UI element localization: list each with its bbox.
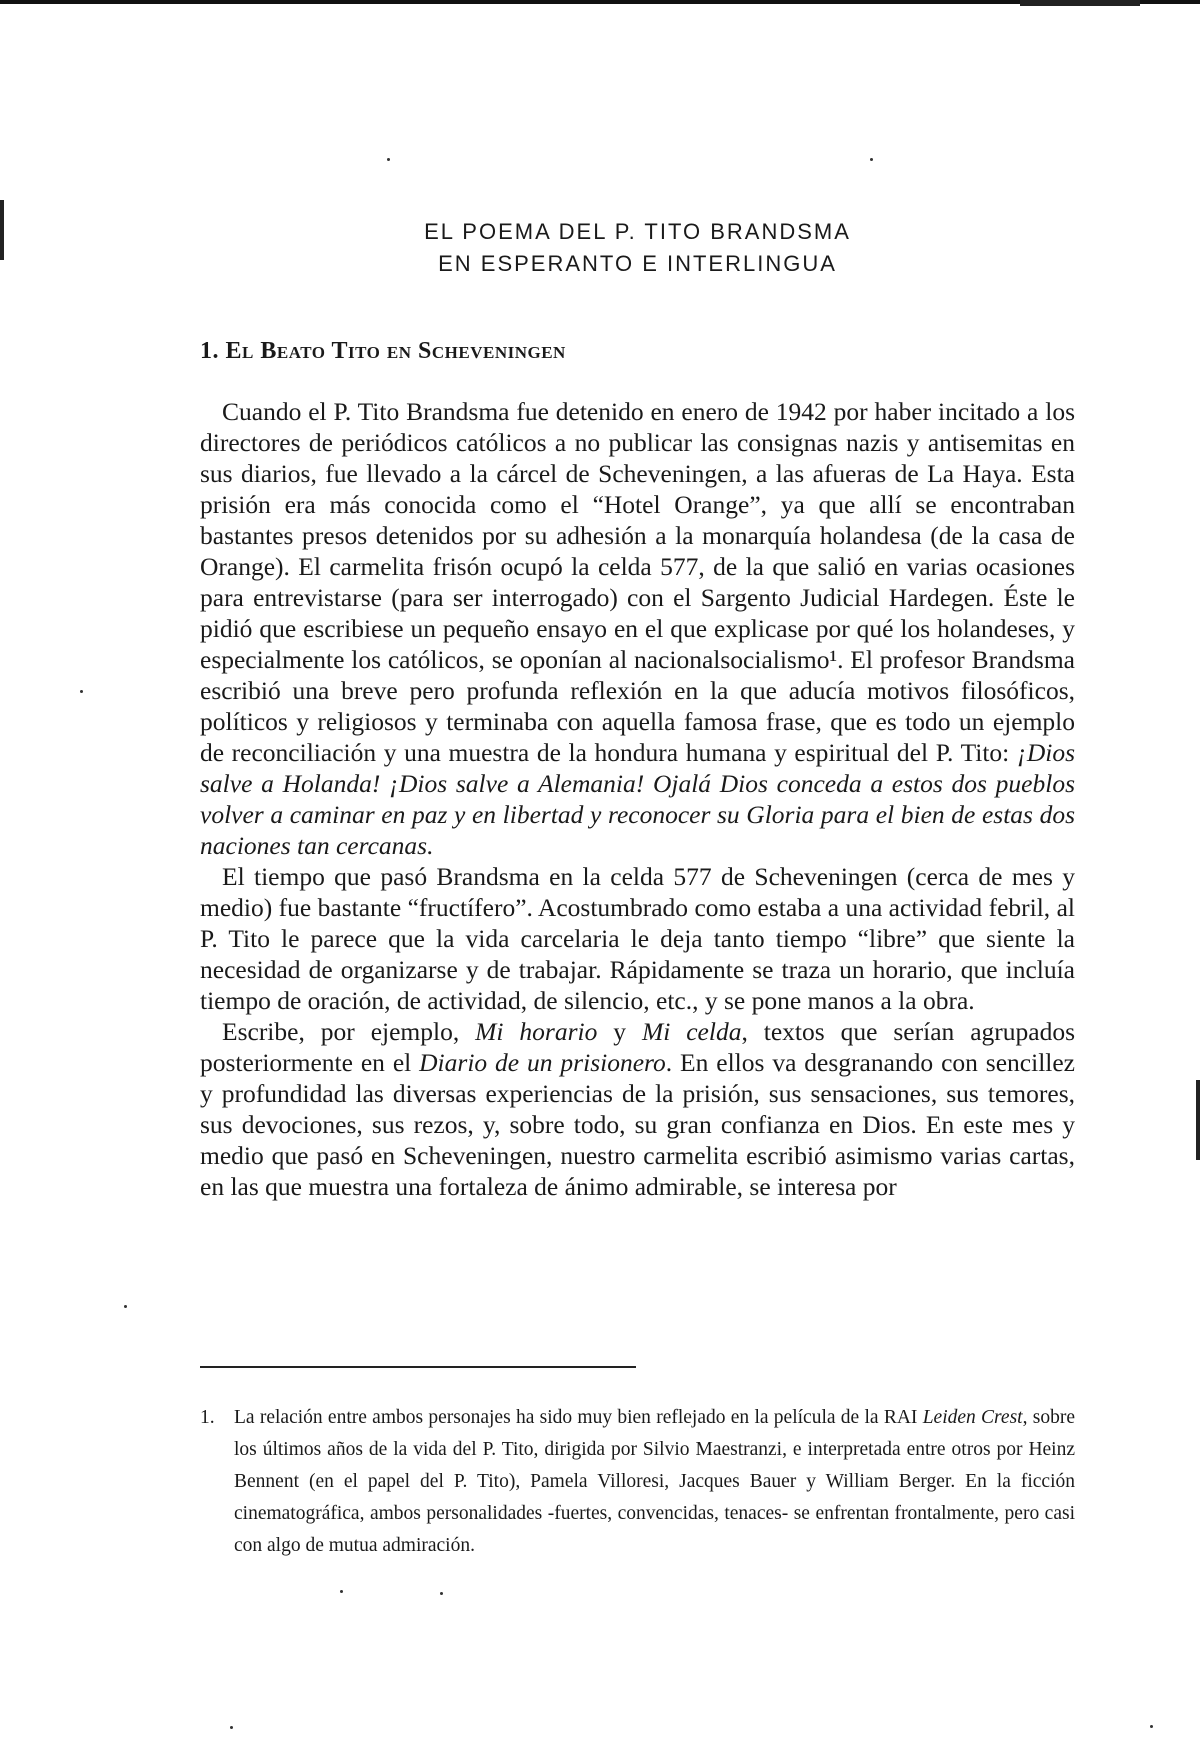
paragraph-1	[200, 396, 1075, 861]
scan-speck	[1150, 1725, 1153, 1728]
scan-speck	[340, 1590, 343, 1593]
scan-mark-top-right	[1020, 0, 1140, 6]
section-heading: 1. El Beato Tito en Scheveningen	[200, 338, 566, 364]
paragraph-3	[200, 1016, 1075, 1202]
title-diario: Diario de un prisionero	[419, 1048, 666, 1077]
footnote-number: 1.	[200, 1407, 215, 1428]
footnote-divider	[200, 1366, 636, 1368]
title-mi-celda: Mi celda	[641, 1017, 742, 1046]
footnote-text-part: La relación entre ambos personajes ha sido muy bien reflejado en la película de la RAI	[234, 1407, 923, 1428]
scan-speck	[124, 1305, 127, 1308]
footnote-film-title: Leiden Crest	[922, 1407, 1023, 1428]
paragraph-1-text: Cuando el P. Tito Brandsma fue detenido en enero de 1942 por haber incitado a los directores de periódicos católicos a no publicar las consignas nazis y antisemitas en sus diarios, fue llevado a la cárcel de Scheveningen, a las afueras de La Haya. Esta prisión era más conocida como el “Hotel Orange”, ya que allí se encontraban bastantes presos detenidos por su adhesión a la monarquía holandesa (de la casa de Orange). El carmelita frisón ocupó la celda 577, de la que salió en varias ocasiones para entrevistarse (para ser interrogado) con el Sargento Judicial Hardegen. Éste le pidió que escribiese un pequeño ensayo en el que explicase por qué los holandeses, y especialmente los católicos, se oponían al nacionalsocialismo¹. El profesor Brandsma escribió una breve pero profunda reflexión en la que aducía motivos filosóficos, políticos y religiosos y terminaba con aquella famosa frase, que es todo un ejemplo de reconciliación y una muestra de la hondura humana y espiritual del P. Tito:	[200, 397, 1075, 767]
chapter-title	[200, 216, 1075, 280]
scan-speck	[387, 158, 390, 161]
paragraph-3-text: . En ellos va desgranando con sencillez y profundidad las diversas experiencias de la prisión, sus sensaciones, sus temores, sus devociones, sus rezos, y, sobre todo, su gran confianza en Dios. En este mes y medio que pasó en Scheveningen, nuestro carmelita escribió asimismo varias cartas, en las que muestra una fortaleza de ánimo admirable, se interesa por	[200, 1048, 1075, 1201]
chapter-title-line-1: EL POEMA DEL P. TITO BRANDSMA	[424, 219, 851, 244]
paragraph-3-text: , textos que serían agrupados posteriormente en el	[200, 1017, 1075, 1077]
scan-speck	[80, 690, 83, 693]
scan-speck	[870, 158, 873, 161]
body-text	[200, 396, 1075, 1202]
footnote-text-part: , sobre los últimos años de la vida del P. Tito, dirigida por Silvio Maestranzi, e interpretada entre otros por Heinz Bennent (en el papel del P. Tito), Pamela Villoresi, Jacques Bauer y William Berger. En la ficción cinematográfica, ambos personalidades -fuertes, convencidas, tenaces- se enfrentan frontalmente, pero casi con algo de mutua admiración.	[234, 1407, 1075, 1556]
scan-edge-right	[1196, 1080, 1200, 1160]
footnote-text	[234, 1402, 1075, 1562]
chapter-title-line-2: EN ESPERANTO E INTERLINGUA	[438, 251, 837, 276]
paragraph-3-text: y	[597, 1017, 642, 1046]
paragraph-2: El tiempo que pasó Brandsma en la celda 577 de Scheveningen (cerca de mes y medio) fue bastante “fructífero”. Acostumbrado como estaba a una actividad febril, al P. Tito le parece que la vida carcelaria le deja tanto tiempo “libre” que siente la necesidad de organizarse y de trabajar. Rápidamente se traza un horario, que incluía tiempo de oración, de actividad, de silencio, etc., y se pone manos a la obra.	[200, 862, 1075, 1015]
scan-speck	[230, 1726, 233, 1729]
paragraph-1-quote: ¡Dios salve a Holanda! ¡Dios salve a Alemania! Ojalá Dios conceda a estos dos pueblos volver a caminar en paz y en libertad y reconocer su Gloria para el bien de estas dos naciones tan cercanas.	[200, 738, 1075, 860]
scan-edge-left	[0, 200, 4, 260]
paragraph-3-text: Escribe, por ejemplo,	[222, 1017, 476, 1046]
scan-speck	[440, 1592, 443, 1595]
title-mi-horario: Mi horario	[475, 1017, 598, 1046]
footnote	[200, 1402, 1075, 1562]
